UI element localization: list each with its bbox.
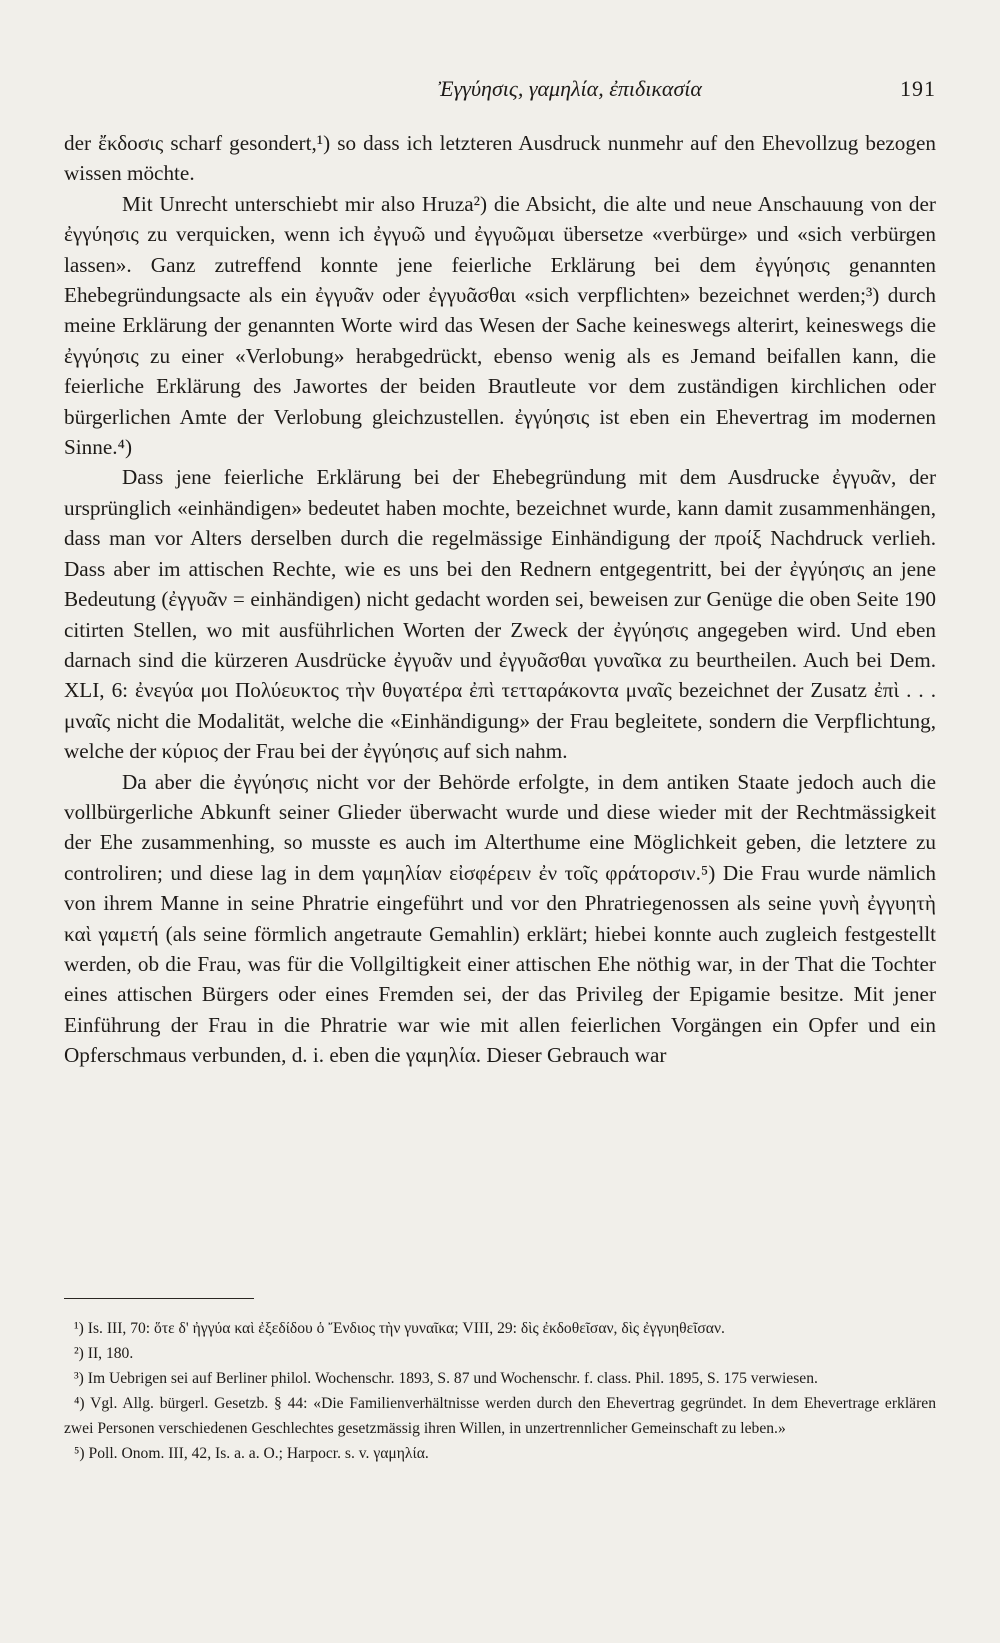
footnotes — [64, 1316, 936, 1466]
paragraph: Mit Unrecht unterschiebt mir also Hruza²) die Absicht, die alte und neue Anschauung von der ἐγγύησις zu verquicken, wenn ich ἐγγυῶ und ἐγγυῶμαι übersetze «verbürge» und «sich verbürgen lassen». Ganz zutreffend konnte jene feierliche Erklärung bei dem ἐγγύησις genannten Ehebegründungsacte als ein ἐγγυᾶν oder ἐγγυᾶσθαι «sich verpflichten» bezeichnet werden;³) durch meine Erklärung der genannten Worte wird das Wesen der Sache keineswegs alterirt, keineswegs die ἐγγύησις zu einer «Verlobung» herabgedrückt, ebenso wenig als es Jemand beifallen kann, die feierliche Erklärung des Jawortes der beiden Brautleute vor dem zuständigen kirchlichen oder bürgerlichen Amte der Verlobung gleichzustellen. ἐγγύησις ist eben ein Ehevertrag im modernen Sinne.⁴) — [64, 191, 936, 460]
footnote: ⁴) Vgl. Allg. bürgerl. Gesetzb. § 44: «Die Familienverhältnisse werden durch den Ehevertrag gegründet. In dem Ehevertrage erklären zwei Personen verschiedenen Geschlechtes gesetzmässig ihren Willen, in unzertrennlicher Gemeinschaft zu leben.» — [64, 1395, 936, 1437]
running-title: Ἐγγύησις, γαμηλία, ἐπιδικασία — [438, 76, 702, 101]
footnote: ²) II, 180. — [74, 1345, 134, 1362]
paragraph: der ἔκδοσις scharf gesondert,¹) so dass ich letzteren Ausdruck nunmehr auf den Ehevollzug bezogen wissen möchte. — [64, 131, 936, 186]
footnote: ¹) Is. III, 70: ὅτε δ' ἠγγύα καὶ ἐξεδίδου ὁ Ἔνδιος τὴν γυναῖκα; VIII, 29: δὶς ἐκδοθεῖσαν, δὶς ἐγγυηθεῖσαν. — [74, 1320, 725, 1337]
page-number: 191 — [900, 76, 936, 101]
page-header — [64, 76, 936, 106]
footnote: ⁵) Poll. Onom. III, 42, Is. a. a. O.; Harpocr. s. v. γαμηλία. — [74, 1445, 429, 1462]
paragraph: Dass jene feierliche Erklärung bei der Ehebegründung mit dem Ausdrucke ἐγγυᾶν, der ursprünglich «einhändigen» bedeutet haben mochte, bezeichnet wurde, kann damit zusammenhängen, dass man vor Alters derselben durch die regelmässige Einhändigung der προίξ Nachdruck verlieh. Dass aber im attischen Rechte, wie es uns bei den Rednern entgegentritt, bei der ἐγγύησις an jene Bedeutung (ἐγγυᾶν = einhändigen) nicht gedacht worden sei, beweisen zur Genüge die oben Seite 190 citirten Stellen, wo mit ausführlichen Worten der Zweck der ἐγγύησις angegeben wird. Und eben darnach sind die kürzeren Ausdrücke ἐγγυᾶν und ἐγγυᾶσθαι γυναῖκα zu beurtheilen. Auch bei Dem. XLI, 6: ἐνεγύα μοι Πολύευκτος τὴν θυγατέρα ἐπὶ τετταράκοντα μναῖς bezeichnet der Zusatz ἐπὶ . . . μναῖς nicht die Modalität, welche die «Einhändigung» der Frau begleitete, sondern die Verpflichtung, welche der κύριος der Frau bei der ἐγγύησις auf sich nahm. — [64, 465, 936, 764]
main-text — [64, 128, 936, 1071]
footnote: ³) Im Uebrigen sei auf Berliner philol. Wochenschr. 1893, S. 87 und Wochenschr. f. class. Phil. 1895, S. 175 verwiesen. — [74, 1370, 818, 1387]
paragraph: Da aber die ἐγγύησις nicht vor der Behörde erfolgte, in dem antiken Staate jedoch auch die vollbürgerliche Abkunft seiner Glieder überwacht wurde und diese wieder mit der Rechtmässigkeit der Ehe zusammenhing, so musste es auch im Alterthume eine Möglichkeit geben, die letztere zu controliren; und diese lag in dem γαμηλίαν εἰσφέρειν ἐν τοῖς φράτορσιν.⁵) Die Frau wurde nämlich von ihrem Manne in seine Phratrie eingeführt und vor den Phratriegenossen als seine γυνὴ ἐγγυητὴ καὶ γαμετή (als seine förmlich angetraute Gemahlin) erklärt; hiebei konnte auch zugleich festgestellt werden, ob die Frau, was für die Vollgiltigkeit einer attischen Ehe nöthig war, in der That die Tochter eines attischen Bürgers oder eines Fremden sei, der das Privileg der Epigamie besitze. Mit jener Einführung der Frau in die Phratrie war wie mit allen feierlichen Vorgängen ein Opfer und ein Opferschmaus verbunden, d. i. eben die γαμηλία. Dieser Gebrauch war — [64, 769, 936, 1068]
footnote-divider — [64, 1298, 254, 1299]
